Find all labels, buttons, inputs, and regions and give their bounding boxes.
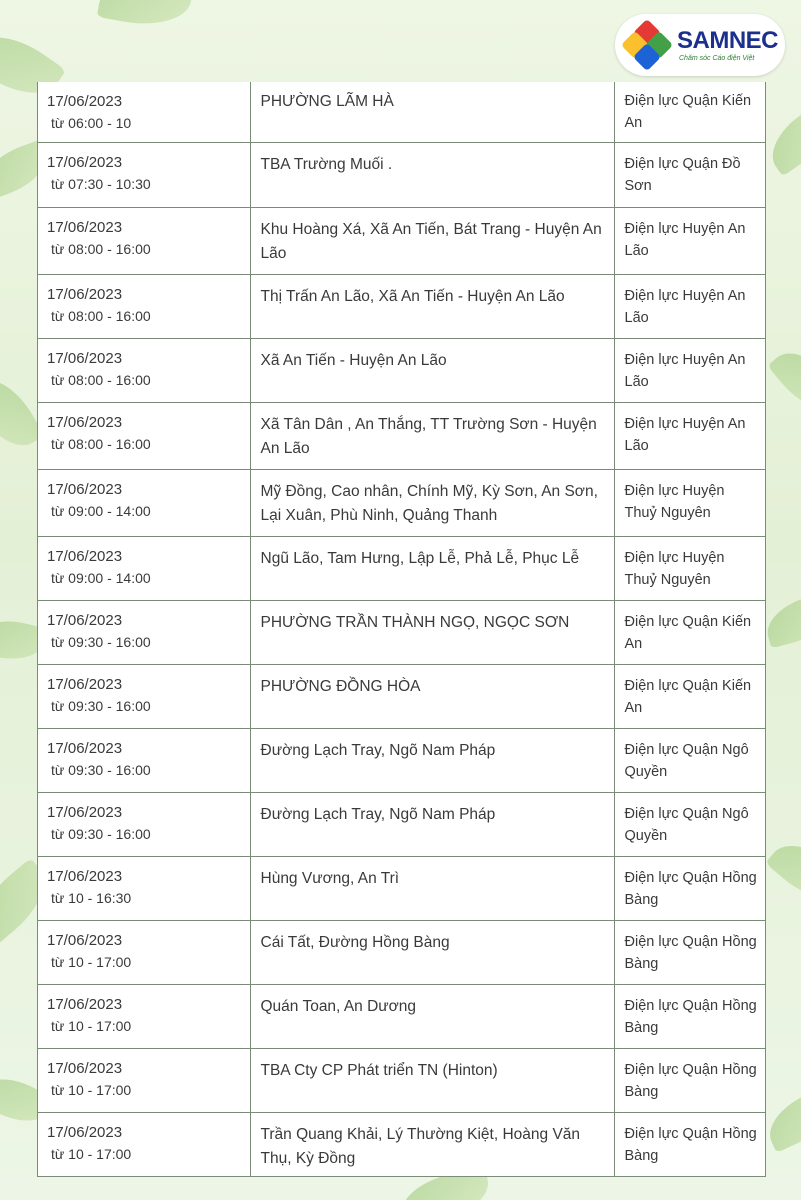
power-unit: Điện lực Quận Ngô Quyền <box>614 728 765 792</box>
power-unit: Điện lực Huyện An Lão <box>614 274 765 338</box>
outage-time: từ 09:30 - 16:00 <box>51 633 151 650</box>
outage-date: 17/06/2023 <box>47 285 123 303</box>
datetime-cell <box>38 469 250 536</box>
outage-date: 17/06/2023 <box>47 218 123 236</box>
outage-date: 17/06/2023 <box>47 93 123 110</box>
outage-date: 17/06/2023 <box>47 153 123 171</box>
table-row <box>38 1112 765 1176</box>
power-unit: Điện lực Quận Hồng Bàng <box>614 984 765 1048</box>
table-row <box>38 600 765 664</box>
datetime-cell <box>38 856 250 920</box>
table-row <box>38 984 765 1048</box>
outage-time: từ 10 - 16:30 <box>51 889 132 906</box>
power-unit: Điện lực Huyện An Lão <box>614 338 765 402</box>
outage-time: từ 10 - 17:00 <box>51 1081 132 1098</box>
datetime-cell <box>38 1048 250 1112</box>
datetime-cell <box>38 792 250 856</box>
power-unit: Điện lực Huyện Thuỷ Nguyên <box>614 469 765 536</box>
outage-area: Quán Toan, An Dương <box>250 984 614 1048</box>
power-unit: Điện lực Huyện An Lão <box>614 402 765 469</box>
outage-time: từ 06:00 - 10 <box>51 115 132 131</box>
power-unit: Điện lực Quận Kiến An <box>614 600 765 664</box>
table-row <box>38 920 765 984</box>
logo-tagline: Chăm sóc Cáo điện Việt <box>679 54 755 62</box>
outage-area: Mỹ Đồng, Cao nhân, Chính Mỹ, Kỳ Sơn, An Sơn, Lại Xuân, Phù Ninh, Quảng Thanh <box>250 469 614 536</box>
datetime-cell <box>38 142 250 207</box>
datetime-cell <box>38 920 250 984</box>
table-row <box>38 664 765 728</box>
datetime-cell <box>38 536 250 600</box>
outage-area: Thị Trấn An Lão, Xã An Tiến - Huyện An Lão <box>250 274 614 338</box>
outage-date: 17/06/2023 <box>47 995 123 1013</box>
table-row <box>38 792 765 856</box>
outage-time: từ 09:00 - 14:00 <box>51 569 151 586</box>
outage-area: TBA Trường Muối . <box>250 142 614 207</box>
outage-date: 17/06/2023 <box>47 931 123 949</box>
outage-area: TBA Cty CP Phát triển TN (Hinton) <box>250 1048 614 1112</box>
table-row <box>38 338 765 402</box>
outage-schedule-table <box>37 82 766 1177</box>
power-unit: Điện lực Quận Hồng Bàng <box>614 920 765 984</box>
logo-name: SAMNEC <box>677 26 779 54</box>
datetime-cell <box>38 402 250 469</box>
table-row <box>38 274 765 338</box>
outage-time: từ 08:00 - 16:00 <box>51 307 151 324</box>
outage-time: từ 09:30 - 16:00 <box>51 825 151 842</box>
datetime-cell <box>38 274 250 338</box>
outage-area: Đường Lạch Tray, Ngõ Nam Pháp <box>250 728 614 792</box>
outage-time: từ 09:30 - 16:00 <box>51 761 151 778</box>
samnec-logo <box>615 14 785 76</box>
datetime-cell <box>38 984 250 1048</box>
outage-date: 17/06/2023 <box>47 1059 123 1077</box>
outage-time: từ 08:00 - 16:00 <box>51 371 151 388</box>
outage-date: 17/06/2023 <box>47 547 123 565</box>
outage-date: 17/06/2023 <box>47 803 123 821</box>
table-row <box>38 82 765 142</box>
outage-time: từ 09:30 - 16:00 <box>51 697 151 714</box>
outage-date: 17/06/2023 <box>47 349 123 367</box>
table-row <box>38 207 765 274</box>
table-row <box>38 469 765 536</box>
table-row <box>38 1048 765 1112</box>
outage-date: 17/06/2023 <box>47 1123 123 1141</box>
outage-area: Xã An Tiến - Huyện An Lão <box>250 338 614 402</box>
outage-date: 17/06/2023 <box>47 611 123 629</box>
outage-area: Hùng Vương, An Trì <box>250 856 614 920</box>
table-row <box>38 856 765 920</box>
power-unit: Điện lực Huyện An Lão <box>614 207 765 274</box>
outage-time: từ 10 - 17:00 <box>51 953 132 970</box>
outage-time: từ 10 - 17:00 <box>51 1145 132 1162</box>
outage-area: PHƯỜNG ĐỒNG HÒA <box>250 664 614 728</box>
power-unit: Điện lực Quận Kiến An <box>614 664 765 728</box>
outage-date: 17/06/2023 <box>47 413 123 431</box>
outage-date: 17/06/2023 <box>47 480 123 498</box>
outage-area: Cái Tất, Đường Hồng Bàng <box>250 920 614 984</box>
power-unit: Điện lực Quận Kiến An <box>614 82 765 142</box>
power-unit: Điện lực Quận Ngô Quyền <box>614 792 765 856</box>
datetime-cell <box>38 664 250 728</box>
power-unit: Điện lực Quận Đồ Sơn <box>614 142 765 207</box>
outage-time: từ 07:30 - 10:30 <box>51 175 151 192</box>
datetime-cell <box>38 207 250 274</box>
table-row <box>38 728 765 792</box>
outage-area: PHƯỜNG TRẦN THÀNH NGỌ, NGỌC SƠN <box>250 600 614 664</box>
outage-time: từ 10 - 17:00 <box>51 1017 132 1034</box>
outage-date: 17/06/2023 <box>47 739 123 757</box>
outage-time: từ 08:00 - 16:00 <box>51 435 151 452</box>
outage-area: Đường Lạch Tray, Ngõ Nam Pháp <box>250 792 614 856</box>
outage-area: PHƯỜNG LÃM HÀ <box>250 82 614 142</box>
datetime-cell <box>38 600 250 664</box>
outage-date: 17/06/2023 <box>47 675 123 693</box>
power-unit: Điện lực Huyện Thuỷ Nguyên <box>614 536 765 600</box>
datetime-cell <box>38 728 250 792</box>
outage-time: từ 09:00 - 14:00 <box>51 502 151 519</box>
table-row <box>38 536 765 600</box>
outage-area: Khu Hoàng Xá, Xã An Tiến, Bát Trang - Huyện An Lão <box>250 207 614 274</box>
table-row <box>38 142 765 207</box>
power-unit: Điện lực Quận Hồng Bàng <box>614 856 765 920</box>
outage-date: 17/06/2023 <box>47 867 123 885</box>
power-unit: Điện lực Quận Hồng Bàng <box>614 1112 765 1176</box>
outage-time: từ 08:00 - 16:00 <box>51 240 151 257</box>
power-unit: Điện lực Quận Hồng Bàng <box>614 1048 765 1112</box>
datetime-cell <box>38 338 250 402</box>
datetime-cell <box>38 1112 250 1176</box>
table-row <box>38 402 765 469</box>
logo-hexagon-icon <box>623 21 671 69</box>
outage-area: Trần Quang Khải, Lý Thường Kiệt, Hoàng Văn Thụ, Kỳ Đồng <box>250 1112 614 1176</box>
datetime-cell <box>38 82 250 142</box>
outage-area: Xã Tân Dân , An Thắng, TT Trường Sơn - Huyện An Lão <box>250 402 614 469</box>
outage-area: Ngũ Lão, Tam Hưng, Lập Lễ, Phả Lễ, Phục Lễ <box>250 536 614 600</box>
